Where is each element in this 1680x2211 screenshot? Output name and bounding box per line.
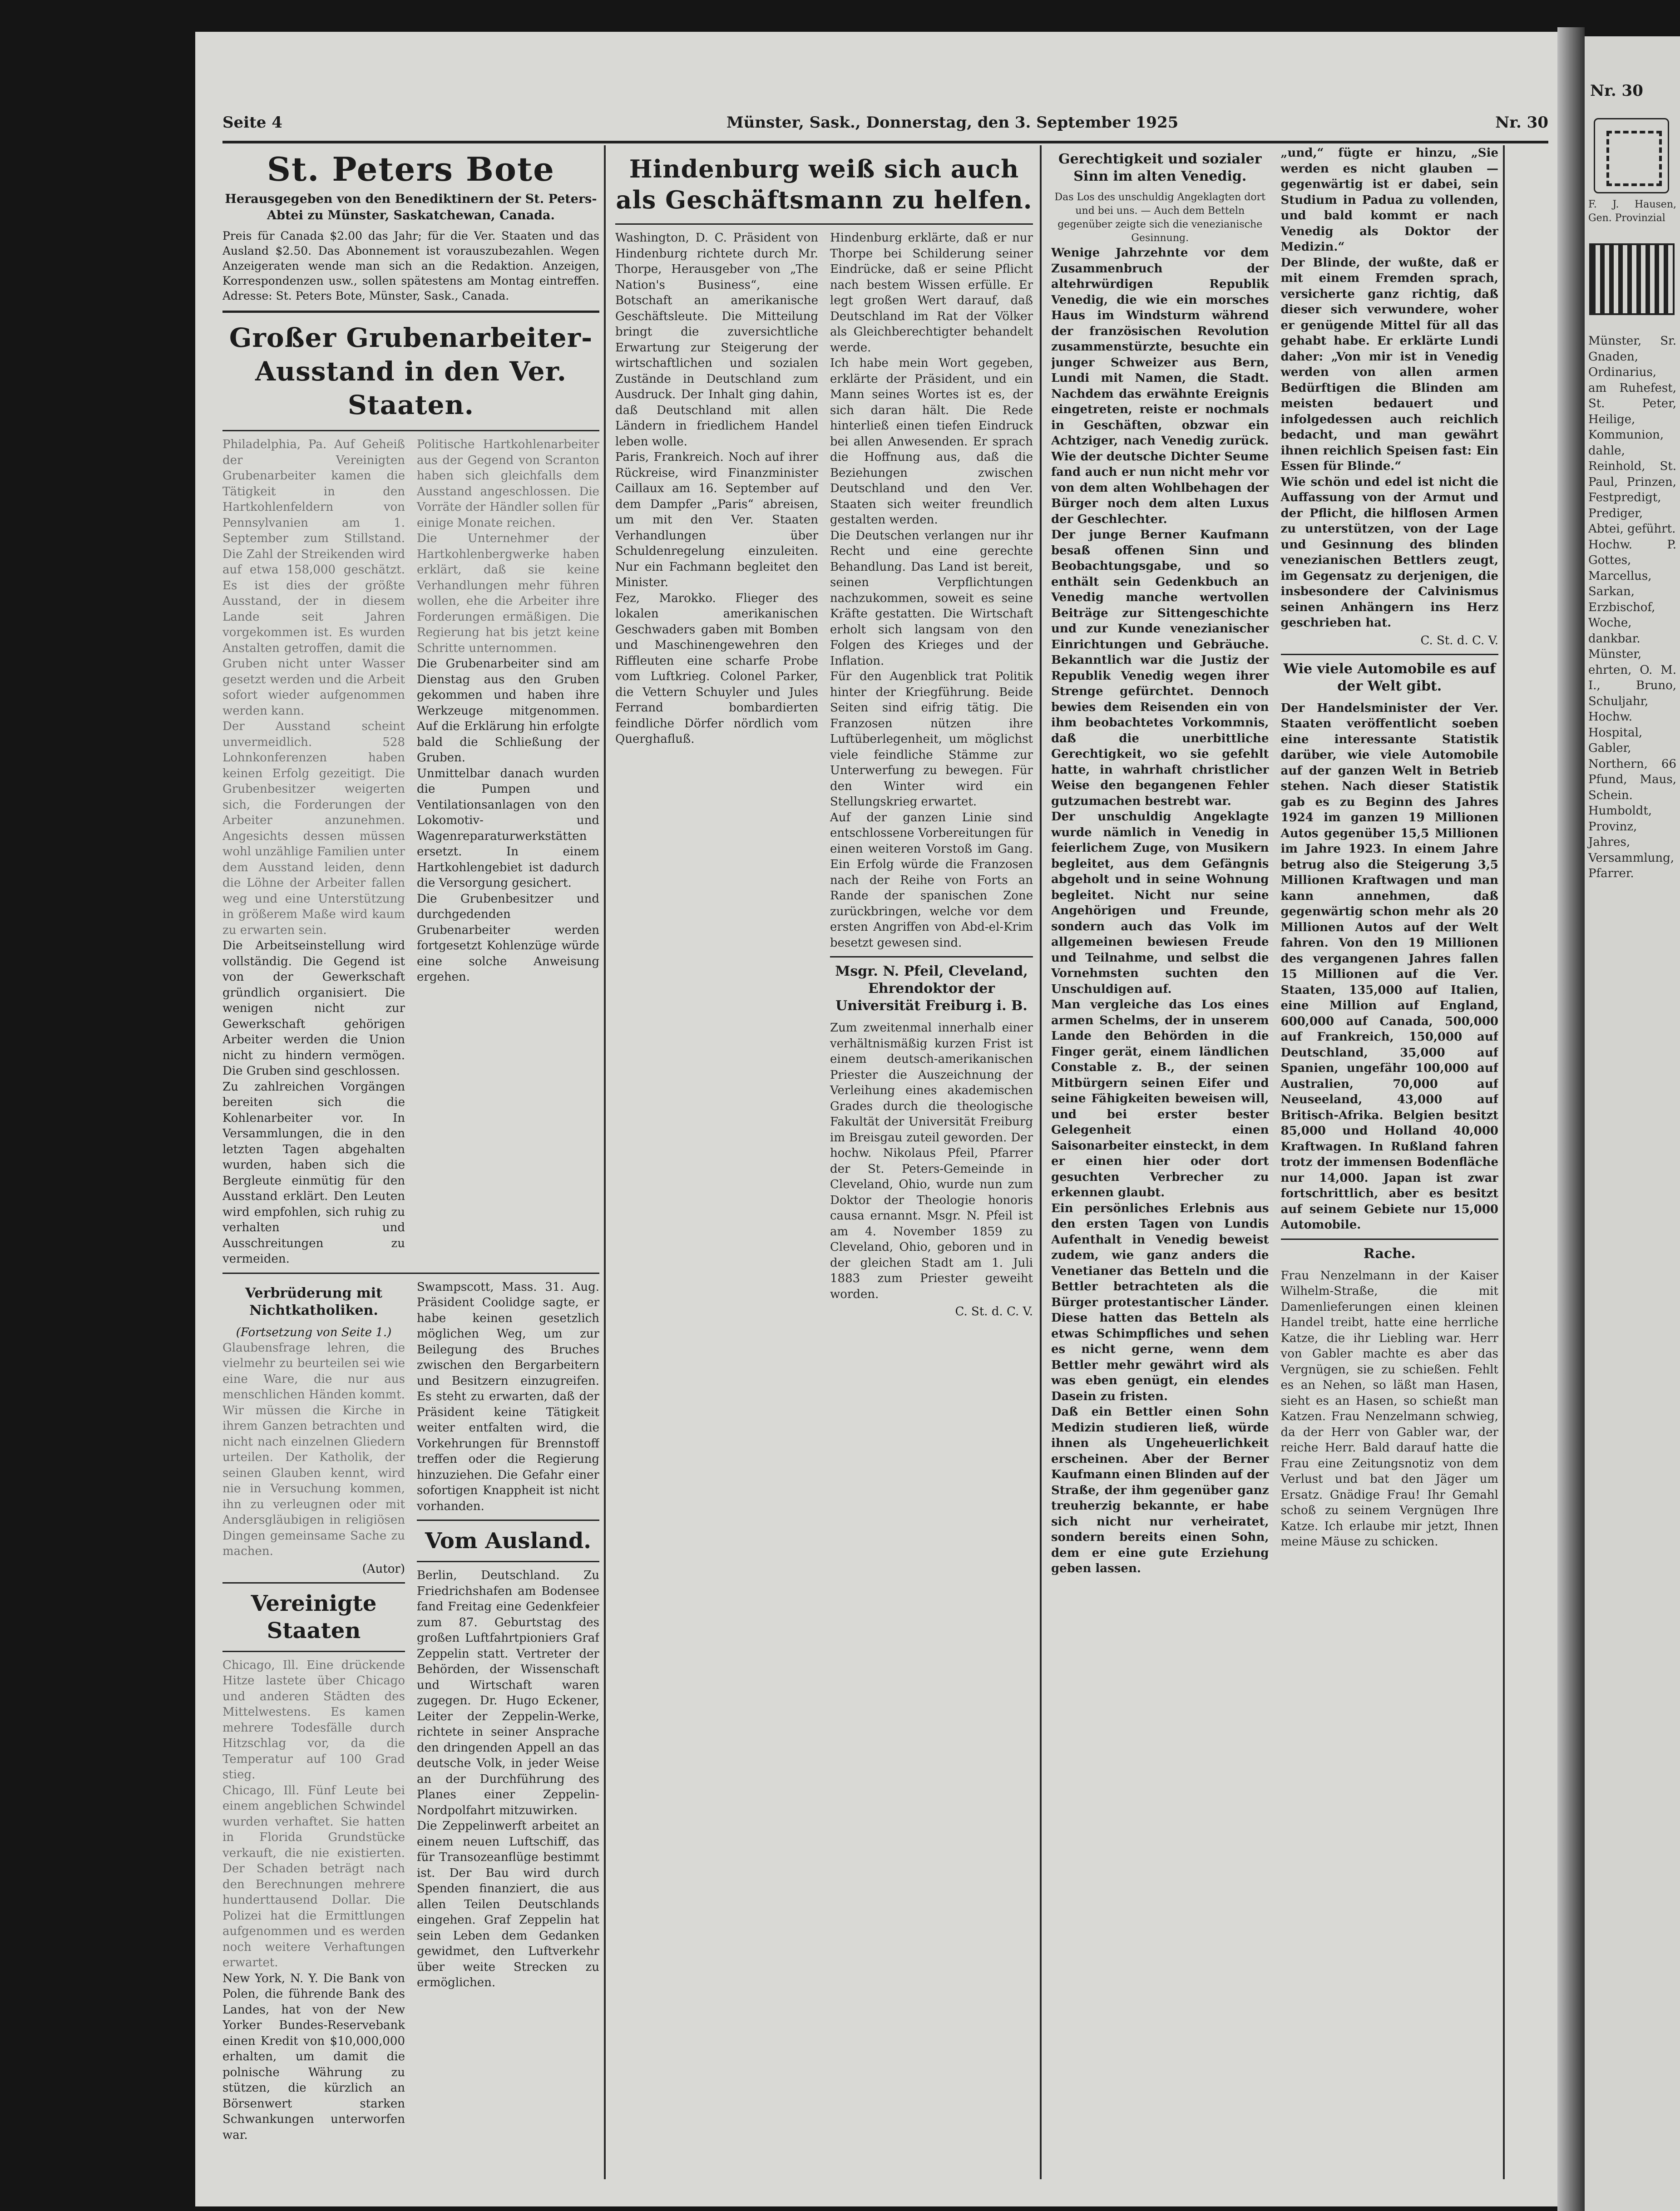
issue-number: Nr. 30	[1590, 82, 1643, 100]
article-text: Man vergleiche das Los eines armen Schelms, der in unserem Lande den Behörden in die Finger gerät, einem ländlichen Constable z. B., der seinen Mitbürgern seinen Eifer und seine Fähigkeiten beweisen will, und bei erster bester Gelegenheit einen Saisonarbeiter einsteckt, in dem er einen hier oder dort gesuchten Verbrecher zu erkennen glaubt.	[1051, 998, 1269, 1199]
section-subtitle: (Fortsetzung von Seite 1.)	[236, 1325, 392, 1339]
article-text: Die Deutschen verlangen nur ihr Recht und eine gerechte Behandlung. Das Land ist bereit, seinen Verpflichtungen nachzukommen, soweit es seine Kräfte gestatten. Die Wirtschaft erholt sich langsam von den Folgen des Krieges und der Inflation.	[830, 528, 1033, 668]
strike-article	[222, 437, 599, 1267]
article-text: Wenige Jahrzehnte vor dem Zusammenbruch der altehrwürdigen Republik Venedig, die wie ein morsches Haus im Windsturm während der französischen Revolution zusammenstürzte, besuchte ein junger Schweizer aus Bern, Lundi mit Namen, die Stadt. Nachdem das erwähnte Ereignis eingetreten, reiste er nochmals in Geschäften, obzwar ein Achtziger, nach Venedig zurück. Wie der deutsche Dichter Seume fand auch er nun nicht mehr vor von dem alten Wohlbehagen der Bürger noch dem alten Luxus der Geschlechter.	[1051, 246, 1269, 526]
section-title: Verbrüderung mit Nichtkatholiken.	[245, 1285, 382, 1318]
article-text: Der unschuldig Angeklagte wurde nämlich in Venedig in feierlichem Zuge, von Musikern begleitet, aus dem Gefängnis abgeholt und in seine Wohnung begleitet. Nicht nur seine Angehörigen und Freunde, sondern auch das Volk im allgemeinen bewiesen Freude und Teilnahme, und selbst die Vornehmsten suchten den Unschuldigen auf.	[1051, 810, 1269, 996]
article-text: Glaubensfrage lehren, die vielmehr zu beurteilen sei wie eine Ware, die nur aus menschlichen Händen kommt. Wir müssen die Kirche in ihrem Ganzen betrachten und nicht nach einzelnen Gliedern urteilen. Der Katholik, der seinen Glauben kennt, wird nie in Versuchung kommen, ihn zu verleugnen oder mit Andersgläubigen in religiösen Dingen gemeinsame Sache zu machen.	[222, 1341, 405, 1558]
article-text: Philadelphia, Pa. Auf Geheiß der Vereinigten Grubenarbeiter kamen die Tätigkeit in den Hartkohlenfeldern von Pennsylvanien am 1. September zum Stillstand. Die Zahl der Streikenden wird auf etwa 158,000 geschätzt. Es ist dies der größte Ausstand, der in diesem Lande seit Jahren vorgekommen ist. Es wurden Anstalten getroffen, damit die Gruben nicht unter Wasser gesetzt werden und die Arbeit sofort wieder aufgenommen werden kann.	[222, 438, 405, 718]
article-text: Chicago, Ill. Eine drückende Hitze lastete über Chicago und anderen Städten des Mittelwestens. Es kamen mehrere Todesfälle durch Hitzschlag vor, da die Temperatur auf 100 Grad stieg.	[222, 1658, 405, 1782]
article-text: Unmittelbar danach wurden die Pumpen und Ventilationsanlagen von den Lokomotiv- und Wagenreparaturwerkstätten ersetzt. In einem Hartkohlengebiet ist dadurch die Versorgung gesichert.	[417, 766, 599, 890]
article-text: Daß ein Bettler einen Sohn Medizin studieren ließ, würde ihnen als Ungeheuerlichkeit erscheinen. Aber der Berner Kaufmann einen Blinden auf der Straße, der ihm gegenüber ganz treuherzig bekannte, er habe sich nicht nur verheiratet, sondern bereits einen Sohn, dem er eine gute Erziehung geben lassen.	[1051, 1405, 1269, 1575]
article-text: Auf der ganzen Linie sind entschlossene Vorbereitungen für einen weiteren Vorstoß im Gang. Ein Erfolg würde die Franzosen nach der Reihe von Forts an Rande der spanischen Zone zurückbringen, welche vor dem ersten Angriffen von Abd-el-Krim besetzt gewesen sind.	[830, 810, 1033, 950]
article-text: Der Handelsminister der Ver. Staaten veröffentlicht soeben eine interessante Statistik darüber, wie viele Automobile auf der ganzen Welt in Betrieb stehen. Nach dieser Statistik gab es zu Beginn des Jahres 1924 im ganzen 19 Millionen Autos gegenüber 15,5 Millionen im Jahre 1923. In einem Jahre betrug also die Steigerung 3,5 Millionen Kraftwagen und man kann annehmen, daß gegenwärtig schon mehr als 20 Millionen Autos auf der Welt fahren. Von den 19 Millionen des vergangenen Jahres fallen 15 Millionen auf die Ver. Staaten, 135,000 auf Italien, eine Million auf England, 600,000 auf Canada, 500,000 auf Frankreich, 150,000 auf Deutschland, 35,000 auf Spanien, ungefähr 100,000 auf Australien, 70,000 auf Neuseeland, 43,000 auf Britisch-Afrika. Belgien besitzt 85,000 und Holland 40,000 Kraftwagen. In Rußland fahren trotz der immensen Bodenfläche nur 14,000. Japan ist zwar fortschrittlich, aber es besitzt auf seinem Gebiete nur 15,000 Automobile.	[1280, 701, 1498, 1232]
column-rule	[1503, 145, 1505, 2179]
column-rule	[604, 145, 606, 2179]
article-text: Paris, Frankreich. Noch auf ihrer Rückreise, wird Finanzminister Caillaux am 16. September auf dem Dampfer „Paris“ abreisen, um mit den Ver. Staaten Verhandlungen über Schuldenregelung einzuleiten. Nur ein Fachmann begleitet den Minister.	[615, 450, 818, 589]
article-text: Die Grubenarbeiter sind am Dienstag aus den Gruben gekommen und haben ihre Werkzeuge mitgenommen. Auf die Erklärung hin erfolgte bald die Schließung der Gruben.	[417, 657, 599, 765]
seal-icon	[1594, 118, 1669, 193]
newspaper-page	[195, 32, 1578, 2206]
article-text: Die Zeppelinwerft arbeitet an einem neuen Luftschiff, das für Transozeanflüge bestimmt ist. Der Bau wird durch Spenden finanziert, die aus allen Teilen Deutschlands eingehen. Graf Zeppelin hat sein Leben dem Gedanken gewidmet, den Luftverkehr über weite Strecken zu ermöglichen.	[417, 1819, 599, 1989]
article-text: Der Blinde, der wußte, daß er mit einem Fremden sprach, versicherte ganz richtig, daß dieser sich verwundere, woher er genügende Mittel für all das gehabt habe. Er erklärte Lundi daher: „Von mir ist in Venedig werden von allen armen Bedürftigen die Blinden am meisten bedauert und infolgedessen auch reichlich bedacht, und man gewährt ihnen reichlich Speisen fast: Ein Essen für Blinde.“	[1280, 256, 1498, 473]
column-rule	[1040, 145, 1042, 2179]
article-text: Ein persönliches Erlebnis aus den ersten Tagen von Lundis Aufenthalt in Venedig beweist zudem, wie ganz anders die Venetianer das Betteln und die Bettler betrachteten als die Bürger protestantischer Länder. Diese hatten das Betteln als etwas Schimpfliches und sehen es nicht gerne, wenn dem Bettler mehr gewährt wird als was eben genügt, ein elendes Dasein zu fristen.	[1051, 1201, 1269, 1403]
article-text: Die Unternehmer der Hartkohlenbergwerke haben erklärt, daß sie keine Verhandlungen mehr führen wollen, ehe die Arbeiter ihre Forderungen ermäßigen. Die Regierung hat bis jetzt keine Schritte unternommen.	[417, 532, 599, 655]
headline-strike: Großer Grubenarbeiter-Ausstand in den Ver. Staaten.	[229, 322, 593, 420]
article-text: Frau Nenzelmann in der Kaiser Wilhelm-Straße, die mit Damenlieferungen einen kleinen Handel treibt, hatte eine herrliche Katze, die ihr Liebling war. Herr von Gabler machte es aber das Vergnügen, sie zu schießen. Fehlt es an Nehen, so läßt man Hasen, sieht es an Hasen, so schießt man Katzen. Frau Nenzelmann schwieg, da der Herr von Gabler war, der reiche Herr. Bald darauf hatte die Frau eine Zeitungsnotiz von dem Verlust und bat den Jäger um Ersatz. Gnädige Frau! Ihr Gemahl schoß zu seinem Vergnügen Ihre Katze. Ich erlaube mir jetzt, Ihnen meine Mäuse zu schicken.	[1280, 1268, 1498, 1549]
section-title: Vereinigte Staaten	[251, 1590, 377, 1643]
signature: C. St. d. C. V.	[1420, 633, 1498, 647]
article-text: F. J. Hausen, Gen. Provinzial	[1588, 199, 1676, 224]
next-page-strip	[1585, 36, 1680, 2211]
article-text: Washington, D. C. Präsident von Hindenburg richtete durch Mr. Thorpe, Herausgeber von „The Nation's Business“, eine Botschaft an amerikanische Geschäftsleute. Die Mitteilung bringt die zuversichtliche Erwartung zur Steigerung der wirtschaftlichen und sozialen Zustände in Deutschland zum Ausdruck. Der Inhalt ging dahin, daß Deutschland mit allen Ländern in friedlichem Handel leben wolle.	[615, 231, 818, 449]
masthead-title: St. Peters Bote	[267, 150, 555, 188]
ornament-icon	[1589, 243, 1675, 315]
article-text: Chicago, Ill. Fünf Leute bei einem angeblichen Schwindel wurden verhaftet. Sie hatten in Florida Grundstücke verkauft, die nie existierten. Der Schaden beträgt nach den Berechnungen mehrere hunderttausend Dollar. Die Polizei hat die Ermittlungen aufgenommen und es werden noch weitere Verhaftungen erwartet.	[222, 1783, 405, 1969]
article-text: Wie schön und edel ist nicht die Auffassung von der Armut und der Pflicht, die hilflosen Armen zu unterstützen, von der Lage und Gesinnung des blinden venezianischen Bettlers zeugt, im Gegensatz zu derjenigen, die insbesondere der Calvinismus seinen Anhängern ins Herz geschrieben hat.	[1280, 475, 1498, 630]
page-number: Seite 4	[222, 114, 282, 132]
article-text: Die Arbeitseinstellung wird vollständig. Die Gegend ist von der Gewerkschaft gründlich organisiert. Die wenigen nicht zur Gewerkschaft gehörigen Arbeiter werden die Union nicht zu hindern vermögen. Die Gruben sind geschlossen.	[222, 939, 405, 1078]
article-text: New York, N. Y. Die Bank von Polen, die führende Bank des Landes, hat von der New Yorker Bundes-Reservebank einen Kredit von $10,000,000 erhalten, um damit die polnische Währung zu stützen, die kürzlich an Börsenwert starken Schwankungen unterworfen war.	[222, 1971, 405, 2142]
dateline: Münster, Sask., Donnerstag, den 3. September 1925	[726, 114, 1179, 132]
signature: C. St. d. C. V.	[955, 1305, 1033, 1318]
article-text: Münster, ehrten, O. M. I., Bruno, Schuljahr, Hochw. Hospital, Gabler, Northern, 66 Pfund, Maus, Schein.	[1588, 647, 1676, 802]
column-hindenburg	[615, 145, 1033, 2188]
masthead-info: Preis für Canada $2.00 das Jahr; für die Ver. Staaten und das Ausland $2.50. Das Abonnement ist vorauszubezahlen. Wegen Anzeigeraten wende man sich an die Redaktion. Anzeigen, Korrespondenzen usw., sollen spätestens am Montag eintreffen. Adresse: St. Peters Bote, Münster, Sask., Canada.	[222, 229, 599, 302]
masthead-subtitle: Herausgegeben von den Benediktinern der St. Peters-Abtei zu Münster, Saskatchewan, Canada.	[225, 192, 597, 222]
article-text: Fez, Marokko. Flieger des lokalen amerikanischen Geschwaders gaben mit Bomben und Maschinengewehren den Riffleuten eine scharfe Probe vom Luftkrieg. Colonel Parker, die Vettern Schuyler und Jules Ferrand bombardierten feindliche Dörfer nördlich vom Querghafluß.	[615, 591, 818, 746]
article-intro: Das Los des unschuldig Angeklagten dort und bei uns. — Auch dem Betteln gegenüber zeigte sich die venezianische Gesinnung.	[1054, 192, 1265, 244]
article-text: Hochw. P. Gottes, Marcellus, Sarkan, Erzbischof, Woche, dankbar.	[1588, 538, 1676, 646]
column-venedig	[1051, 145, 1498, 2188]
page-header	[222, 109, 1548, 143]
section-title: Rache.	[1363, 1245, 1416, 1262]
headline-hindenburg: Hindenburg weiß sich auch als Geschäftsmann zu helfen.	[616, 154, 1033, 214]
article-text: Die Grubenbesitzer und durchgedenden Grubenarbeiter werden fortgesetzt Kohlenzüge würde eine solche Anweisung ergehen.	[417, 892, 599, 984]
section-title: Wie viele Automobile es auf der Welt gibt.	[1283, 661, 1496, 694]
article-text: Zum zweitenmal innerhalb einer verhältnismäßig kurzen Frist ist einem deutsch-amerikanischen Priester die Auszeichnung der Verleihung eines akademischen Grades durch die theologische Fakultät der Universität Freiburg im Breisgau zuteil geworden. Der hochw. Nikolaus Pfeil, Pfarrer der St. Peters-Gemeinde in Cleveland, Ohio, wurde nun zum Doktor der Theologie honoris causa ernannt. Msgr. N. Pfeil ist am 4. November 1859 zu Cleveland, Ohio, geboren und in der gleichen Stadt am 1. Juli 1883 zum Priester geweiht worden.	[830, 1021, 1033, 1301]
page-fold	[1557, 27, 1585, 2211]
article-text: Swampscott, Mass. 31. Aug. Präsident Coolidge sagte, er habe keinen gesetzlich möglichen Weg, um zur Beilegung des Bruches zwischen den Bergarbeitern und Besitzern einzugreifen. Es steht zu erwarten, daß der Präsident keine Tätigkeit weiter entfalten wird, die Vorkehrungen für Brennstoff treffen oder die Regierung hinzuziehen. Die Gefahr einer sofortigen Knappheit ist nicht vorhanden.	[417, 1280, 599, 1513]
section-title: Msgr. N. Pfeil, Cleveland, Ehrendoktor der Universität Freiburg i. B.	[835, 963, 1028, 1014]
article-text: Zu zahlreichen Vorgängen bereiten sich die Kohlenarbeiter vor. In Versammlungen, die in den letzten Tagen abgehalten wurden, haben sich die Bergleute einmütig für den Ausstand erklärt. Den Leuten wird empfohlen, sich ruhig zu verhalten und Ausschreitungen zu vermeiden.	[222, 1080, 405, 1266]
article-text: Berlin, Deutschland. Zu Friedrichshafen am Bodensee fand Freitag eine Gedenkfeier zum 87. Geburtstag des großen Luftfahrtpioniers Graf Zeppelin statt. Vertreter der Behörden, der Wissenschaft und Wirtschaft waren zugegen. Dr. Hugo Eckener, Leiter der Zeppelin-Werke, richtete in seiner Ansprache den dringenden Appell an das deutsche Volk, in jeder Weise an der Durchführung des Planes einer Zeppelin-Nordpolfahrt mitzuwirken.	[417, 1569, 599, 1817]
signature: (Autor)	[362, 1562, 405, 1576]
article-text: „und,“ fügte er hinzu, „Sie werden es nicht glauben — gegenwärtig ist er dabei, sein Studium in Padua zu vollenden, und bald kommt er nach Venedig als Doktor der Medizin.“	[1280, 146, 1498, 254]
article-text: Hindenburg erklärte, daß er nur Thorpe bei Schilderung seiner Eindrücke, daß er seine Pflicht nach bestem Wissen erfülle. Er legt großen Wert darauf, daß Deutschland im Rat der Völker als Gleichberechtigter behandelt werde.	[830, 231, 1033, 355]
article-text: Der junge Berner Kaufmann besaß offenen Sinn und Beobachtungsgabe, und so enthält sein Gedenkbuch an Venedig manche wertvollen Beiträge zur Sittengeschichte und zur Kunde venezianischer Einrichtungen und Gebräuche. Bekanntlich war die Justiz der Republik Venedig wegen ihrer Strenge gefürchtet. Dennoch bewies dem Reisenden ein von ihm beobachtetes Vorkommnis, daß die unerbittliche Gerechtigkeit, wo sie gefehlt hatte, in wahrhaft christlicher Weise den begangenen Fehler gutzumachen bestrebt war.	[1051, 528, 1269, 808]
article-text: Ich habe mein Wort gegeben, erklärte der Präsident, und ein Mann seines Wortes ist es, der sich daran hält. Die Rede hinterließ einen tiefen Eindruck bei allen Anwesenden. Er sprach die Hoffnung aus, daß die Beziehungen zwischen Deutschland und den Ver. Staaten sich weiter freundlich gestalten werden.	[830, 356, 1033, 527]
column-1	[222, 145, 599, 2188]
section-title: Vom Ausland.	[425, 1528, 592, 1554]
section-title: Gerechtigkeit und sozialer Sinn im alten Venedig.	[1058, 151, 1262, 184]
issue-number: Nr. 30	[1495, 114, 1548, 132]
article-text: Münster, Sr. Gnaden, Ordinarius, am Ruhefest, St. Peter, Heilige, Kommunion, dahle, Reinhold, St. Paul, Prinzen, Festpredigt, Prediger, Abtei, geführt.	[1588, 334, 1676, 536]
article-text: Der Ausstand scheint unvermeidlich. 528 Lohnkonferenzen haben keinen Erfolg gezeitigt. Die Grubenbesitzer weigerten sich, die Forderungen der Arbeiter anzunehmen. Angesichts dessen müssen wohl unzählige Familien unter dem Ausstand leiden, denn die Löhne der Arbeiter fallen weg und eine Unterstützung in größerem Maße wird kaum zu erwarten sein.	[222, 720, 405, 937]
article-text: Humboldt, Provinz, Jahres, Versammlung, Pfarrer.	[1588, 804, 1675, 880]
article-text: Für den Augenblick trat Politik hinter der Kriegführung. Beide Seiten sind eifrig tätig. Die Franzosen nützen ihre Luftüberlegenheit, um möglichst viele feindliche Stämme zur Unterwerfung zu bewegen. Für den Winter wird ein Stellungskrieg erwartet.	[830, 670, 1033, 809]
article-text: Politische Hartkohlenarbeiter aus der Gegend von Scranton haben sich gleichfalls dem Ausstand angeschlossen. Die Vorräte der Händler sollen für einige Monate reichen.	[417, 438, 599, 530]
